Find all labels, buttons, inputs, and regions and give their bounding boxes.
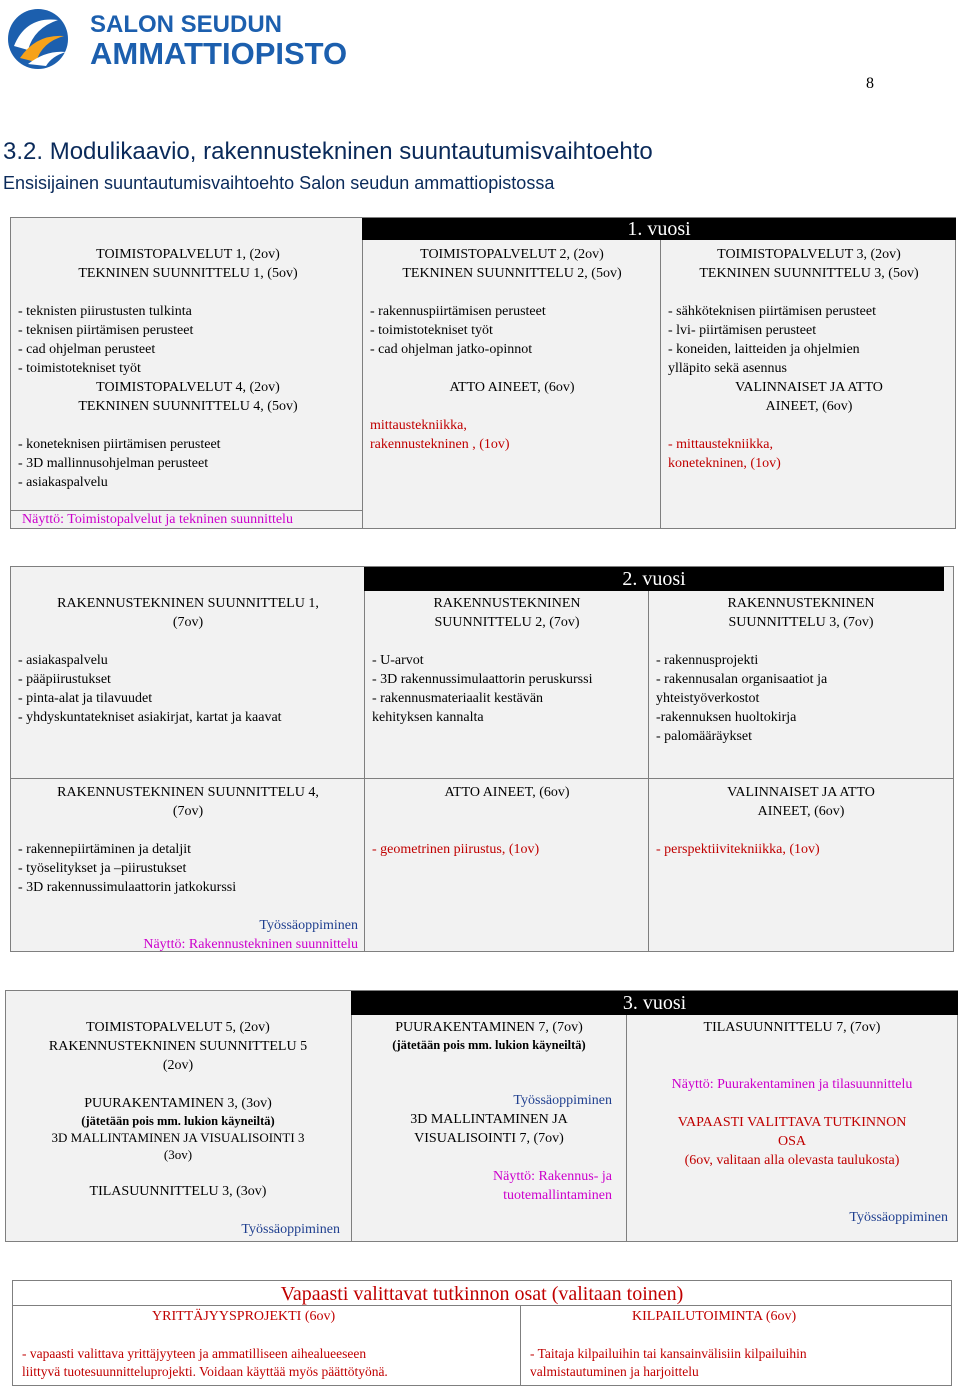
module-heading: (7ov) [172, 615, 204, 630]
list-item: - toimistotekniset työt [18, 361, 141, 376]
logo-line1: SALON SEUDUN [90, 11, 283, 38]
kilpailu-desc-line: valmistautuminen ja harjoittelu [530, 1364, 699, 1379]
module-heading: TOIMISTOPALVELUT 2, (2ov) [420, 247, 604, 262]
list-item: - toimistotekniset työt [370, 323, 493, 338]
year2-col2-top [372, 594, 642, 727]
module-heading: VALINNAISET JA ATTO [727, 785, 875, 800]
page-number: 8 [866, 75, 874, 92]
kilpailu-desc [530, 1345, 948, 1381]
naytto-label: Näyttö: Rakennustekninen suunnittelu [143, 937, 358, 952]
module-heading: VALINNAISET JA ATTO [735, 380, 883, 395]
module-heading: RAKENNUSTEKNINEN [727, 596, 875, 611]
module-heading: SUUNNITTELU 3, (7ov) [728, 615, 874, 630]
module-heading: PUURAKENTAMINEN 7, (7ov) [395, 1020, 583, 1035]
tyossaoppiminen-label: Työssäoppiminen [241, 1222, 340, 1237]
list-item: - työselitykset ja –piirustukset [18, 861, 187, 876]
list-item: - koneteknisen piirtämisen perusteet [18, 437, 221, 452]
free-choice-note: (6ov, valitaan alla olevasta taulukosta) [684, 1153, 900, 1168]
page-subtitle: Ensisijainen suuntautumisvaihtoehto Salon seudun ammattiopistossa [3, 173, 555, 193]
tyossaoppiminen-label: Työssäoppiminen [849, 1210, 948, 1225]
list-item: ylläpito sekä asennus [668, 361, 787, 376]
module-heading: TILASUUNNITTELU 7, (7ov) [703, 1020, 881, 1035]
module-heading: TOIMISTOPALVELUT 5, (2ov) [86, 1020, 270, 1035]
logo-circle-icon [6, 6, 398, 72]
module-heading: ATTO AINEET, (6ov) [449, 380, 575, 395]
list-item: - cad ohjelman perusteet [18, 342, 156, 357]
list-item: - yhdyskuntatekniset asiakirjat, kartat ja kaavat [18, 710, 282, 725]
list-item: - asiakaspalvelu [18, 653, 108, 668]
list-item: yhteistyöverkostot [656, 691, 760, 706]
page-title: 3.2. Modulikaavio, rakennustekninen suuntautumisvaihtoehto [3, 138, 653, 165]
atto-item: rakennustekninen , (1ov) [370, 437, 510, 452]
year3-col2 [356, 1018, 622, 1205]
list-item: - cad ohjelman jatko-opinnot [370, 342, 533, 357]
module-heading: RAKENNUSTEKNINEN SUUNNITTELU 1, [57, 596, 319, 611]
module-heading: TEKNINEN SUUNNITTELU 4, (5ov) [78, 399, 298, 414]
year2-col2-bottom [372, 783, 642, 859]
atto-item: mittaustekniikka, [370, 418, 467, 433]
module-heading: AINEET, (6ov) [757, 804, 845, 819]
module-heading: TOIMISTOPALVELUT 4, (2ov) [96, 380, 280, 395]
module-heading: PUURAKENTAMINEN 3, (3ov) [84, 1096, 272, 1111]
year2-col3-top [656, 594, 946, 746]
module-heading: TEKNINEN SUUNNITTELU 2, (5ov) [402, 266, 622, 281]
module-heading: (7ov) [172, 804, 204, 819]
list-item: - asiakaspalvelu [18, 475, 108, 490]
module-heading: TEKNINEN SUUNNITTELU 3, (5ov) [699, 266, 919, 281]
list-item: kehityksen kannalta [372, 710, 484, 725]
list-item: - 3D rakennussimulaattorin jatkokurssi [18, 880, 237, 895]
yrittajyys-desc-line: liittyvä tuotesuunnitteluprojekti. Voidaan käyttää myös päättötyönä. [22, 1364, 388, 1379]
year1-col1 [18, 245, 358, 492]
module-heading: RAKENNUSTEKNINEN SUUNNITTELU 5 [48, 1039, 308, 1054]
year3-col1 [10, 1018, 346, 1239]
list-item: - teknisen piirtämisen perusteet [18, 323, 194, 338]
module-heading: (3ov) [163, 1147, 193, 1162]
valinnainen-item: konetekninen, (1ov) [668, 456, 781, 471]
atto-item: - geometrinen piirustus, (1ov) [372, 842, 540, 857]
free-choice-heading: OSA [777, 1134, 806, 1149]
list-item: - U-arvot [372, 653, 424, 668]
list-item: - sähköteknisen piirtämisen perusteet [668, 304, 876, 319]
year3-col3 [632, 1018, 952, 1227]
year1-col2 [370, 245, 654, 454]
year1-naytto: Näyttö: Toimistopalvelut ja tekninen suunnittelu [22, 512, 293, 527]
yrittajyys-desc [22, 1345, 517, 1381]
yrittajyys-title: YRITTÄJYYSPROJEKTI (6ov) [152, 1309, 336, 1324]
logo-line2: AMMATTIOPISTO [90, 36, 348, 71]
module-heading: ATTO AINEET, (6ov) [444, 785, 570, 800]
module-heading: 3D MALLINTAMINEN JA [410, 1112, 568, 1127]
kilpailu-title: KILPAILUTOIMINTA (6ov) [632, 1309, 797, 1324]
list-item: - 3D mallinnusohjelman perusteet [18, 456, 209, 471]
kilpailu-desc-line: - Taitaja kilpailuihin tai kansainvälisiin kilpailuihin [530, 1346, 807, 1361]
list-item: - lvi- piirtämisen perusteet [668, 323, 817, 338]
module-heading: TEKNINEN SUUNNITTELU 1, (5ov) [78, 266, 298, 281]
list-item: - rakennusalan organisaatiot ja [656, 672, 828, 687]
list-item: - 3D rakennussimulaattorin peruskurssi [372, 672, 593, 687]
tyossaoppiminen-label: Työssäoppiminen [259, 918, 358, 933]
school-logo [6, 6, 398, 72]
year3-header: 3. vuosi [351, 991, 958, 1015]
year1-col3 [668, 245, 950, 473]
year2-col1-top [18, 594, 358, 727]
list-item: -rakennuksen huoltokirja [656, 710, 797, 725]
naytto-label: tuotemallintaminen [503, 1188, 612, 1203]
module-heading: RAKENNUSTEKNINEN [433, 596, 581, 611]
module-note: (jätetään pois mm. lukion käyneiltä) [392, 1038, 586, 1052]
yrittajyys-desc-line: - vapaasti valittava yrittäjyyteen ja ammatilliseen aihealueeseen [22, 1346, 367, 1361]
module-heading: TOIMISTOPALVELUT 1, (2ov) [96, 247, 280, 262]
list-item: - pääpiirustukset [18, 672, 111, 687]
list-item: - rakennusprojekti [656, 653, 759, 668]
valinnainen-item: - perspektiivitekniikka, (1ov) [656, 842, 820, 857]
module-heading: RAKENNUSTEKNINEN SUUNNITTELU 4, [57, 785, 319, 800]
module-heading: 3D MALLINTAMINEN JA VISUALISOINTI 3 [51, 1130, 305, 1145]
module-heading: (2ov) [162, 1058, 194, 1073]
year2-header: 2. vuosi [364, 567, 944, 591]
list-item: - palomääräykset [656, 729, 753, 744]
year1-header: 1. vuosi [362, 218, 956, 240]
tyossaoppiminen-label: Työssäoppiminen [513, 1093, 612, 1108]
list-item: - rakennusmateriaalit kestävän [372, 691, 544, 706]
year2-col1-bottom [18, 783, 358, 954]
year2-col3-bottom [656, 783, 946, 859]
module-note: (jätetään pois mm. lukion käyneiltä) [81, 1114, 275, 1128]
valinnainen-item: - mittaustekniikka, [668, 437, 773, 452]
module-heading: TILASUUNNITTELU 3, (3ov) [89, 1184, 267, 1199]
list-item: - teknisten piirustusten tulkinta [18, 304, 192, 319]
list-item: - pinta-alat ja tilavuudet [18, 691, 153, 706]
module-heading: VISUALISOINTI 7, (7ov) [414, 1131, 564, 1146]
module-heading: TOIMISTOPALVELUT 3, (2ov) [717, 247, 901, 262]
naytto-label: Näyttö: Rakennus- ja [493, 1169, 612, 1184]
naytto-label: Näyttö: Puurakentaminen ja tilasuunnittelu [671, 1077, 913, 1092]
list-item: - rakennuspiirtämisen perusteet [370, 304, 546, 319]
optional-title: Vapaasti valittavat tutkinnon osat (valitaan toinen) [280, 1283, 684, 1305]
module-heading: SUUNNITTELU 2, (7ov) [434, 615, 580, 630]
list-item: - koneiden, laitteiden ja ohjelmien [668, 342, 860, 357]
list-item: - rakennepiirtäminen ja detaljit [18, 842, 191, 857]
free-choice-heading: VAPAASTI VALITTAVA TUTKINNON [677, 1115, 907, 1130]
module-heading: AINEET, (6ov) [765, 399, 853, 414]
